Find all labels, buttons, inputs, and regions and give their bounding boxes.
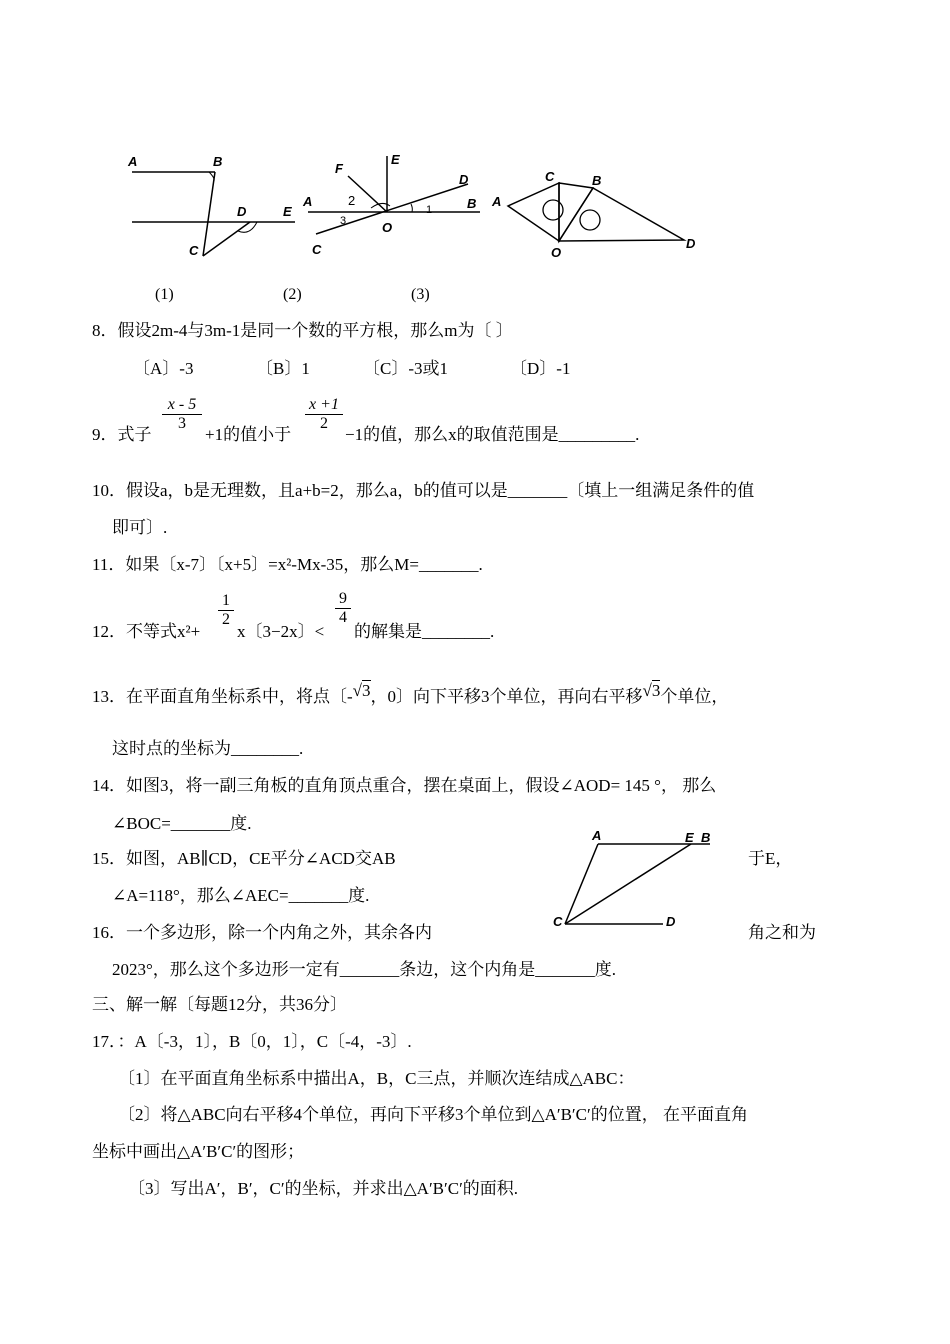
caption-2: (2) xyxy=(283,286,302,303)
figure-3 xyxy=(488,163,713,263)
label-c: C xyxy=(553,914,563,929)
label-o: O xyxy=(551,245,562,260)
label-e: E xyxy=(685,830,694,845)
q12-frac1-numerator: 1 xyxy=(222,592,230,609)
label-b: B xyxy=(467,196,477,211)
q15-line-1-left: 15．如图，AB∥CD，CE平分∠ACD交AB xyxy=(92,849,396,868)
q13-part-2: ，0〕向下平移3个单位，再向右平移 xyxy=(370,687,643,706)
q17-stem: 17．：A〔-3，1〕，B〔0，1〕，C〔-4，-3〕. xyxy=(92,1032,412,1051)
q8-stem: 8．假设2m-4与3m-1是同一个数的平方根，那么m为〔 〕 xyxy=(92,321,513,340)
q8-option-b: 〔B〕1 xyxy=(256,359,310,378)
figure-2 xyxy=(298,148,493,268)
label-d: D xyxy=(459,172,469,187)
line-ac xyxy=(565,844,598,924)
label-b: B xyxy=(213,154,223,169)
label-e: E xyxy=(391,152,400,167)
q17-part-2a: 〔2〕将△ABC向右平移4个单位，再向下平移3个单位到△A′B′C′的位置， 在平面直角 xyxy=(118,1105,748,1124)
label-d: D xyxy=(666,914,676,929)
label-a: A xyxy=(303,194,313,209)
q12-suffix: 的解集是________. xyxy=(354,622,495,641)
figure-q15 xyxy=(545,825,720,935)
q9-suffix: −1的值，那么x的取值范围是_________. xyxy=(345,425,640,444)
sqrt-3-b-radicand: 3 xyxy=(651,681,661,700)
label-3: 3 xyxy=(340,215,347,227)
q15-line-2: ∠A=118°，那么∠AEC=_______度. xyxy=(112,886,370,905)
q13-line-2: 这时点的坐标为________. xyxy=(112,739,304,758)
label-c: C xyxy=(312,242,322,257)
q13-part-1: 13．在平面直角坐标系中，将点〔- xyxy=(92,687,353,706)
q12-fraction-2 xyxy=(335,590,351,627)
section-3-title: 三、解一解〔每题12分，共36分〕 xyxy=(92,995,347,1014)
angle-mark-1 xyxy=(411,204,412,212)
q8-option-c: 〔C〕-3或1 xyxy=(363,359,448,378)
label-2: 2 xyxy=(348,193,356,208)
label-b: B xyxy=(592,173,602,188)
q9-frac1-numerator: x - 5 xyxy=(167,396,197,413)
q9-fraction-1 xyxy=(162,396,202,433)
label-1: 1 xyxy=(426,204,433,216)
circle-left xyxy=(543,200,563,220)
sqrt-3-b: √3 xyxy=(642,681,661,700)
caption-1: (1) xyxy=(155,286,174,303)
q12-frac2-numerator: 9 xyxy=(339,590,347,607)
q9-frac2-denominator: 2 xyxy=(305,414,343,433)
triangle-obd xyxy=(559,188,684,241)
q8-option-a: 〔A〕-3 xyxy=(133,359,194,378)
q9-prefix: 9．式子 xyxy=(92,425,152,444)
sqrt-3-a-radicand: 3 xyxy=(362,681,371,700)
q10-line-2: 即可〕. xyxy=(112,518,168,537)
q14-line-2: ∠BOC=_______度. xyxy=(112,814,252,833)
q16-line-1-left: 16．一个多边形，除一个内角之外，其余各内 xyxy=(92,923,432,942)
label-f: F xyxy=(335,161,343,176)
q11-text: 11．如果〔x-7〕〔x+5〕=x²-Mx-35，那么M=_______. xyxy=(92,555,483,574)
q12-frac1-denominator: 2 xyxy=(218,610,234,629)
sqrt-3-a: √3 xyxy=(352,681,371,700)
caption-3: (3) xyxy=(411,286,430,303)
figure-1 xyxy=(120,148,300,268)
line-bc xyxy=(203,172,215,256)
label-a: A xyxy=(592,828,602,843)
q16-line-1-right: 角之和为 xyxy=(748,923,816,942)
q12-middle: x〔3−2x〕< xyxy=(237,622,325,641)
label-a: A xyxy=(128,154,138,169)
q13-part-3: 个单位， xyxy=(660,687,729,706)
q15-line-1-right: 于E， xyxy=(748,849,793,868)
line-cd xyxy=(203,222,250,256)
label-e: E xyxy=(283,204,292,219)
label-c: C xyxy=(545,169,555,184)
triangle-aco xyxy=(508,183,559,241)
q9-middle: +1的值小于 xyxy=(205,425,292,444)
q9-fraction-2 xyxy=(305,396,343,433)
circle-right xyxy=(580,210,600,230)
q17-part-3: 〔3〕写出A′，B′，C′的坐标，并求出△A′B′C′的面积. xyxy=(128,1179,519,1198)
q9-frac1-denominator: 3 xyxy=(162,414,202,433)
q9-frac2-numerator: x +1 xyxy=(309,396,339,413)
label-b: B xyxy=(701,830,711,845)
line-ce xyxy=(565,844,691,924)
label-a: A xyxy=(492,194,502,209)
q16-line-2: 2023°，那么这个多边形一定有_______条边，这个内角是_______度. xyxy=(112,960,617,979)
label-c: C xyxy=(189,243,199,258)
label-d: D xyxy=(237,204,247,219)
q13-line-1 xyxy=(92,681,729,708)
q12-prefix: 12．不等式x²+ xyxy=(92,622,201,641)
q12-frac2-denominator: 4 xyxy=(335,608,351,627)
q12-fraction-1 xyxy=(218,592,234,629)
q10-line-1: 10．假设a，b是无理数，且a+b=2，那么a，b的值可以是_______〔填上一组满足条件的值 xyxy=(92,481,755,500)
label-o: O xyxy=(382,220,393,235)
label-d: D xyxy=(686,236,696,251)
q17-part-1: 〔1〕在平面直角坐标系中描出A，B，C三点，并顺次连结成△ABC： xyxy=(118,1069,635,1088)
q17-part-2b: 坐标中画出△A′B′C′的图形； xyxy=(92,1142,305,1161)
q8-option-d: 〔D〕-1 xyxy=(510,359,571,378)
q14-line-1: 14．如图3，将一副三角板的直角顶点重合，摆在桌面上，假设∠AOD= 145 °， 那么 xyxy=(92,776,717,795)
